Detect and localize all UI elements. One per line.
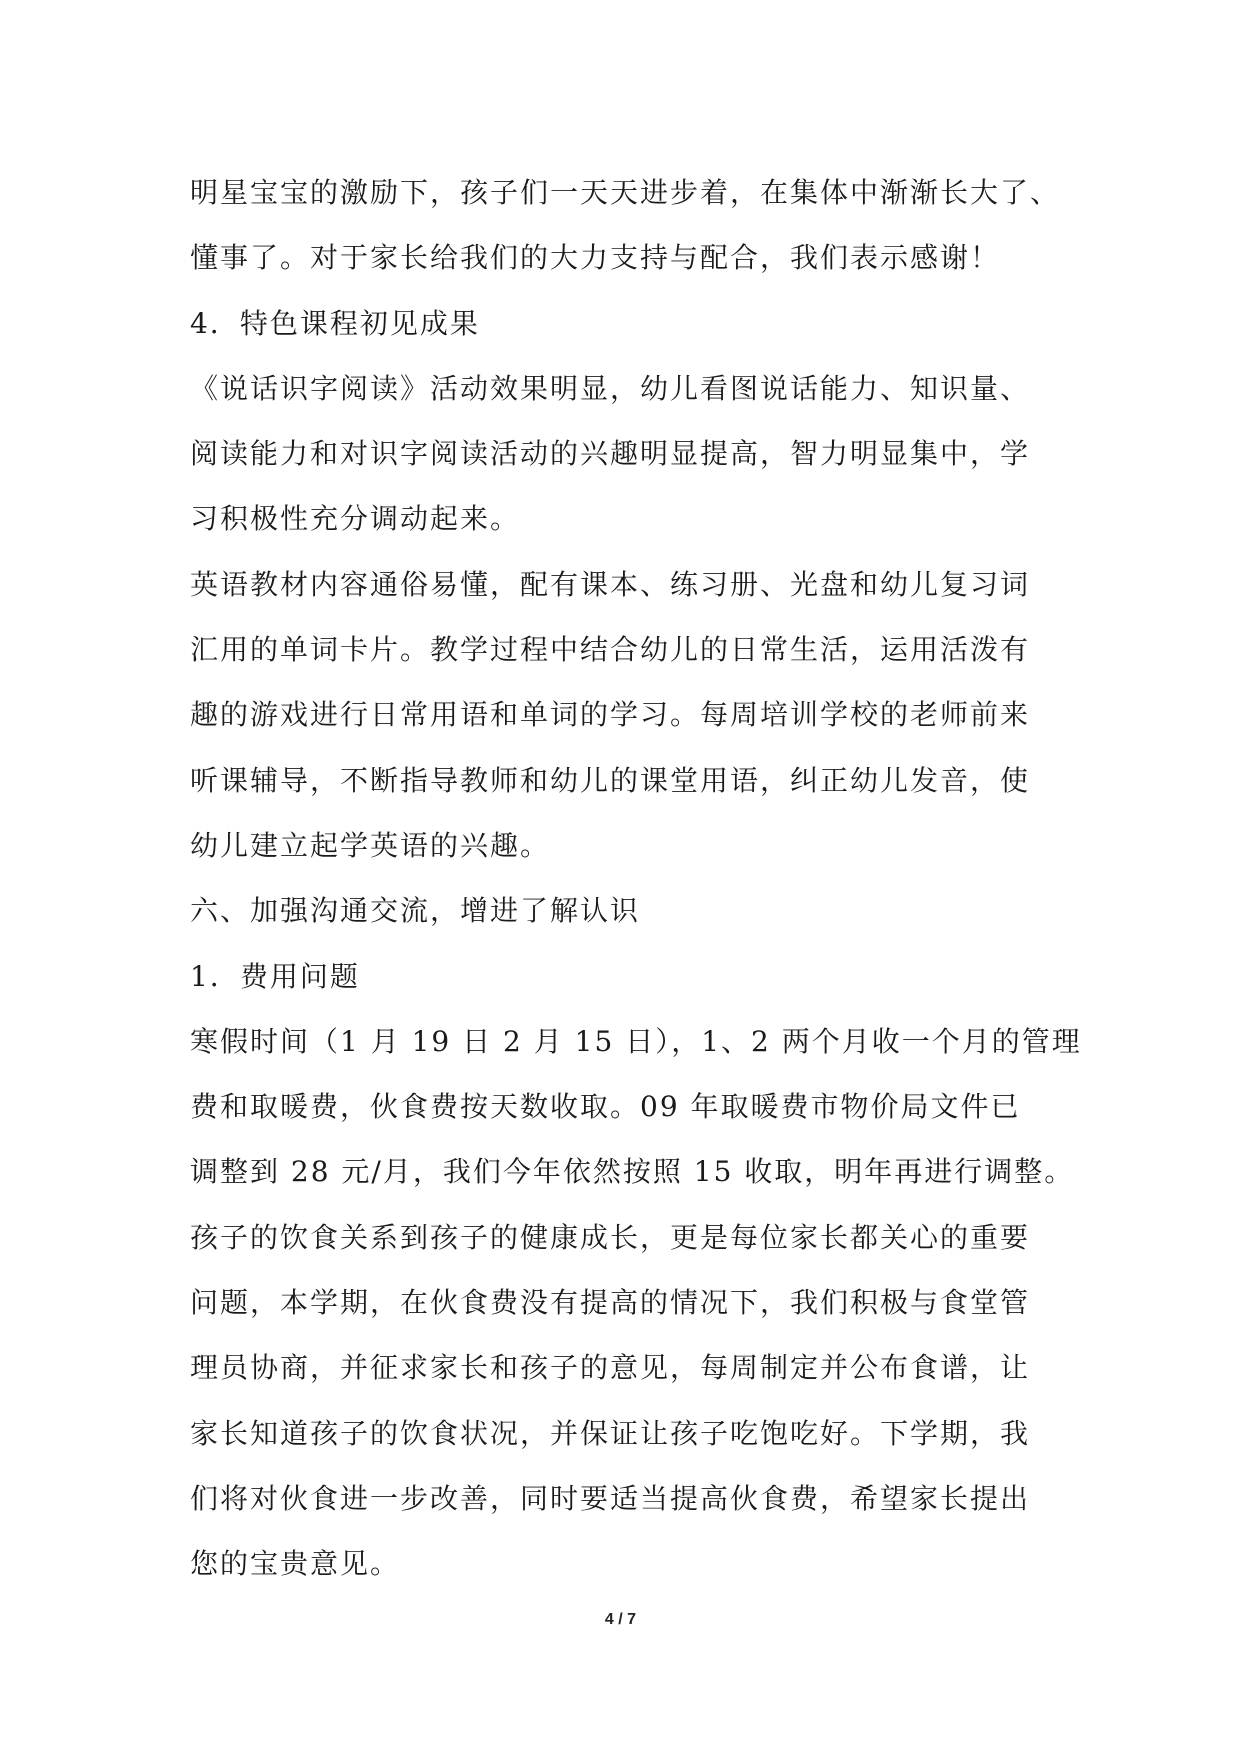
text-line: 家长知道孩子的饮食状况，并保证让孩子吃饱吃好。下学期，我 [190,1416,1031,1450]
text-line: 理员协商，并征求家长和孩子的意见，每周制定并公布食谱，让 [190,1351,1031,1385]
text-line: 汇用的单词卡片。教学过程中结合幼儿的日常生活，运用活泼有 [190,633,1031,667]
text-line: 问题，本学期，在伙食费没有提高的情况下，我们积极与食堂管 [190,1286,1031,1320]
section-heading: 4．特色课程初见成果 [190,306,480,340]
text-line: 寒假时间（1 月 19 日 2 月 15 日），1、2 两个月收一个月的管理 [190,1024,1082,1058]
text-line: 听课辅导，不断指导教师和幼儿的课堂用语，纠正幼儿发音，使 [190,763,1031,797]
text-line: 懂事了。对于家长给我们的大力支持与配合，我们表示感谢！ [190,241,1001,275]
text-line: 您的宝贵意见。 [190,1547,401,1581]
page-number: 4 / 7 [604,1611,637,1628]
text-line: 习积极性充分调动起来。 [190,502,521,536]
text-line: 明星宝宝的激励下，孩子们一天天进步着，在集体中渐渐长大了、 [190,176,1061,209]
text-line: 《说话识字阅读》活动效果明显，幼儿看图说话能力、知识量、 [190,371,1031,405]
section-heading: 1．费用问题 [190,959,360,993]
text-line: 调整到 28 元/月，我们今年依然按照 15 收取，明年再进行调整。 [190,1155,1075,1189]
section-heading: 六、加强沟通交流，增进了解认识 [190,894,641,928]
text-line: 英语教材内容通俗易懂，配有课本、练习册、光盘和幼儿复习词 [190,567,1031,601]
text-line: 阅读能力和对识字阅读活动的兴趣明显提高，智力明显集中，学 [190,437,1031,471]
text-line: 趣的游戏进行日常用语和单词的学习。每周培训学校的老师前来 [190,698,1031,732]
document-body [190,160,1080,1597]
text-line: 费和取暖费，伙食费按天数收取。09 年取暖费市物价局文件已 [190,1090,1021,1124]
text-line: 孩子的饮食关系到孩子的健康成长，更是每位家长都关心的重要 [190,1220,1031,1254]
text-line: 幼儿建立起学英语的兴趣。 [190,828,551,862]
text-line: 们将对伙食进一步改善，同时要适当提高伙食费，希望家长提出 [190,1481,1031,1515]
